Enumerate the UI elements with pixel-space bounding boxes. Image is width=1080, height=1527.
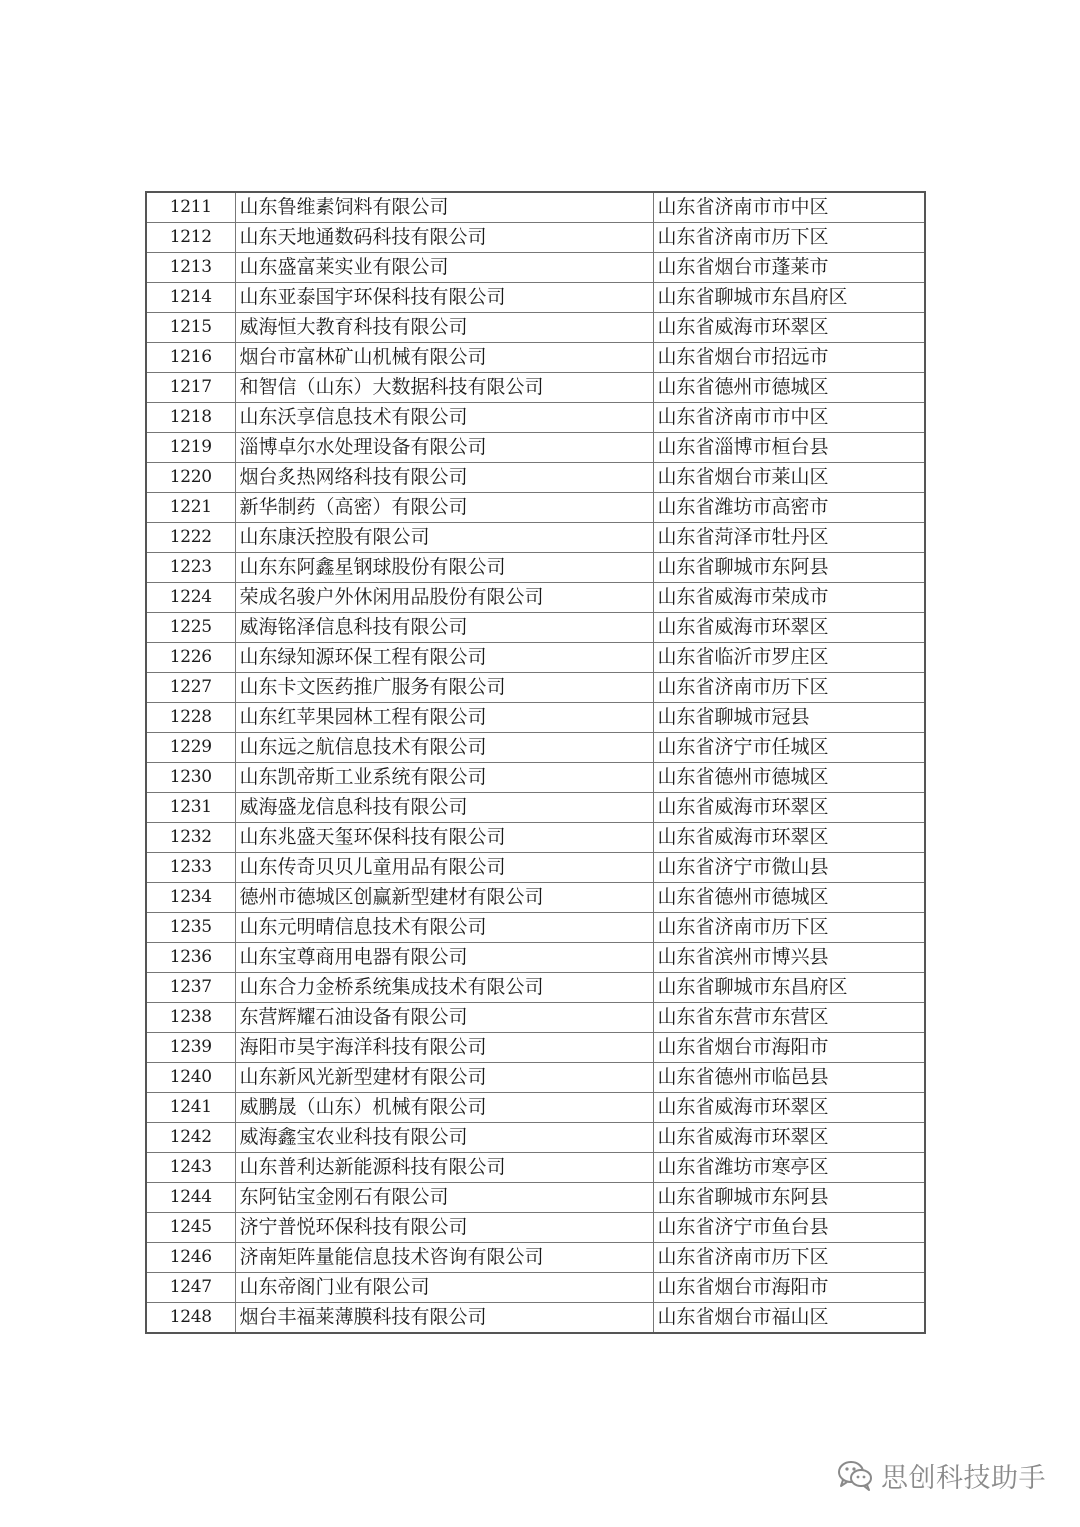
company-name-cell: 东营辉耀石油设备有限公司	[235, 1003, 653, 1033]
region-cell: 山东省济宁市任城区	[653, 733, 925, 763]
region-cell: 山东省济南市历下区	[653, 1243, 925, 1273]
table-row	[146, 192, 925, 223]
table-row	[146, 703, 925, 733]
table-row	[146, 1183, 925, 1213]
row-number-cell: 1235	[146, 913, 235, 943]
region-cell: 山东省德州市德城区	[653, 883, 925, 913]
region-cell: 山东省聊城市东阿县	[653, 1183, 925, 1213]
region-cell: 山东省济南市市中区	[653, 192, 925, 223]
region-cell: 山东省德州市德城区	[653, 763, 925, 793]
region-cell: 山东省威海市荣成市	[653, 583, 925, 613]
table-row	[146, 463, 925, 493]
region-cell: 山东省威海市环翠区	[653, 613, 925, 643]
region-cell: 山东省济宁市鱼台县	[653, 1213, 925, 1243]
table-row	[146, 223, 925, 253]
table-row	[146, 883, 925, 913]
company-name-cell: 海阳市昊宇海洋科技有限公司	[235, 1033, 653, 1063]
company-name-cell: 山东元明晴信息技术有限公司	[235, 913, 653, 943]
row-number-cell: 1238	[146, 1003, 235, 1033]
company-name-cell: 烟台市富林矿山机械有限公司	[235, 343, 653, 373]
company-name-cell: 烟台炙热网络科技有限公司	[235, 463, 653, 493]
row-number-cell: 1242	[146, 1123, 235, 1153]
region-cell: 山东省聊城市东昌府区	[653, 973, 925, 1003]
company-name-cell: 德州市德城区创赢新型建材有限公司	[235, 883, 653, 913]
table-row	[146, 253, 925, 283]
table-row	[146, 553, 925, 583]
watermark	[837, 1455, 1046, 1495]
region-cell: 山东省滨州市博兴县	[653, 943, 925, 973]
table-row	[146, 373, 925, 403]
region-cell: 山东省烟台市福山区	[653, 1303, 925, 1334]
row-number-cell: 1241	[146, 1093, 235, 1123]
table-row	[146, 1123, 925, 1153]
table-row	[146, 853, 925, 883]
row-number-cell: 1245	[146, 1213, 235, 1243]
region-cell: 山东省威海市环翠区	[653, 1123, 925, 1153]
row-number-cell: 1239	[146, 1033, 235, 1063]
table-row	[146, 973, 925, 1003]
row-number-cell: 1215	[146, 313, 235, 343]
company-name-cell: 和智信（山东）大数据科技有限公司	[235, 373, 653, 403]
company-name-cell: 东阿钻宝金刚石有限公司	[235, 1183, 653, 1213]
company-name-cell: 威海铭泽信息科技有限公司	[235, 613, 653, 643]
table-body	[146, 192, 925, 1333]
company-name-cell: 淄博卓尔水处理设备有限公司	[235, 433, 653, 463]
row-number-cell: 1230	[146, 763, 235, 793]
company-name-cell: 山东天地通数码科技有限公司	[235, 223, 653, 253]
table-row	[146, 313, 925, 343]
row-number-cell: 1220	[146, 463, 235, 493]
table-row	[146, 943, 925, 973]
table-row	[146, 403, 925, 433]
region-cell: 山东省威海市环翠区	[653, 1093, 925, 1123]
company-name-cell: 山东兆盛天玺环保科技有限公司	[235, 823, 653, 853]
row-number-cell: 1229	[146, 733, 235, 763]
region-cell: 山东省聊城市冠县	[653, 703, 925, 733]
table-row	[146, 1243, 925, 1273]
row-number-cell: 1217	[146, 373, 235, 403]
row-number-cell: 1231	[146, 793, 235, 823]
row-number-cell: 1219	[146, 433, 235, 463]
row-number-cell: 1244	[146, 1183, 235, 1213]
row-number-cell: 1218	[146, 403, 235, 433]
company-list-table	[145, 191, 926, 1334]
company-name-cell: 山东沃享信息技术有限公司	[235, 403, 653, 433]
company-name-cell: 山东传奇贝贝儿童用品有限公司	[235, 853, 653, 883]
row-number-cell: 1212	[146, 223, 235, 253]
row-number-cell: 1232	[146, 823, 235, 853]
region-cell: 山东省烟台市海阳市	[653, 1033, 925, 1063]
watermark-text: 思创科技助手	[881, 1462, 1046, 1494]
region-cell: 山东省德州市德城区	[653, 373, 925, 403]
row-number-cell: 1213	[146, 253, 235, 283]
region-cell: 山东省菏泽市牡丹区	[653, 523, 925, 553]
table-row	[146, 763, 925, 793]
table-row	[146, 1093, 925, 1123]
region-cell: 山东省潍坊市寒亭区	[653, 1153, 925, 1183]
row-number-cell: 1222	[146, 523, 235, 553]
table-row	[146, 1153, 925, 1183]
company-name-cell: 烟台丰福莱薄膜科技有限公司	[235, 1303, 653, 1334]
company-name-cell: 山东红苹果园林工程有限公司	[235, 703, 653, 733]
company-name-cell: 山东宝尊商用电器有限公司	[235, 943, 653, 973]
region-cell: 山东省临沂市罗庄区	[653, 643, 925, 673]
company-name-cell: 山东新风光新型建材有限公司	[235, 1063, 653, 1093]
region-cell: 山东省烟台市海阳市	[653, 1273, 925, 1303]
table-row	[146, 673, 925, 703]
company-name-cell: 山东合力金桥系统集成技术有限公司	[235, 973, 653, 1003]
row-number-cell: 1225	[146, 613, 235, 643]
table-row	[146, 1033, 925, 1063]
region-cell: 山东省烟台市蓬莱市	[653, 253, 925, 283]
row-number-cell: 1226	[146, 643, 235, 673]
company-name-cell: 济宁普悦环保科技有限公司	[235, 1213, 653, 1243]
company-name-cell: 山东普利达新能源科技有限公司	[235, 1153, 653, 1183]
table-row	[146, 583, 925, 613]
table-row	[146, 1213, 925, 1243]
region-cell: 山东省聊城市东昌府区	[653, 283, 925, 313]
table-row	[146, 433, 925, 463]
company-name-cell: 荣成名骏户外休闲用品股份有限公司	[235, 583, 653, 613]
row-number-cell: 1221	[146, 493, 235, 523]
region-cell: 山东省威海市环翠区	[653, 823, 925, 853]
row-number-cell: 1224	[146, 583, 235, 613]
company-name-cell: 山东凯帝斯工业系统有限公司	[235, 763, 653, 793]
region-cell: 山东省德州市临邑县	[653, 1063, 925, 1093]
table-row	[146, 643, 925, 673]
table-row	[146, 283, 925, 313]
region-cell: 山东省烟台市招远市	[653, 343, 925, 373]
table-row	[146, 493, 925, 523]
region-cell: 山东省聊城市东阿县	[653, 553, 925, 583]
row-number-cell: 1211	[146, 192, 235, 223]
region-cell: 山东省威海市环翠区	[653, 793, 925, 823]
row-number-cell: 1223	[146, 553, 235, 583]
table-row	[146, 343, 925, 373]
company-name-cell: 山东鲁维素饲料有限公司	[235, 192, 653, 223]
region-cell: 山东省淄博市桓台县	[653, 433, 925, 463]
table-row	[146, 1063, 925, 1093]
table-row	[146, 1303, 925, 1334]
region-cell: 山东省济宁市微山县	[653, 853, 925, 883]
row-number-cell: 1247	[146, 1273, 235, 1303]
company-name-cell: 济南矩阵量能信息技术咨询有限公司	[235, 1243, 653, 1273]
row-number-cell: 1233	[146, 853, 235, 883]
row-number-cell: 1243	[146, 1153, 235, 1183]
company-name-cell: 威鹏晟（山东）机械有限公司	[235, 1093, 653, 1123]
row-number-cell: 1246	[146, 1243, 235, 1273]
table-row	[146, 823, 925, 853]
table-row	[146, 1003, 925, 1033]
row-number-cell: 1236	[146, 943, 235, 973]
company-name-cell: 山东东阿鑫星钢球股份有限公司	[235, 553, 653, 583]
company-name-cell: 山东康沃控股有限公司	[235, 523, 653, 553]
region-cell: 山东省济南市历下区	[653, 223, 925, 253]
table-row	[146, 793, 925, 823]
table-row	[146, 523, 925, 553]
wechat-icon	[837, 1459, 873, 1491]
region-cell: 山东省济南市历下区	[653, 913, 925, 943]
table-row	[146, 613, 925, 643]
company-name-cell: 山东亚泰国宇环保科技有限公司	[235, 283, 653, 313]
row-number-cell: 1237	[146, 973, 235, 1003]
company-name-cell: 威海恒大教育科技有限公司	[235, 313, 653, 343]
row-number-cell: 1216	[146, 343, 235, 373]
region-cell: 山东省济南市历下区	[653, 673, 925, 703]
region-cell: 山东省济南市市中区	[653, 403, 925, 433]
company-name-cell: 山东绿知源环保工程有限公司	[235, 643, 653, 673]
row-number-cell: 1240	[146, 1063, 235, 1093]
company-name-cell: 新华制药（高密）有限公司	[235, 493, 653, 523]
region-cell: 山东省威海市环翠区	[653, 313, 925, 343]
region-cell: 山东省烟台市莱山区	[653, 463, 925, 493]
table-row	[146, 913, 925, 943]
row-number-cell: 1228	[146, 703, 235, 733]
row-number-cell: 1214	[146, 283, 235, 313]
table-row	[146, 733, 925, 763]
company-name-cell: 威海盛龙信息科技有限公司	[235, 793, 653, 823]
company-name-cell: 山东远之航信息技术有限公司	[235, 733, 653, 763]
row-number-cell: 1234	[146, 883, 235, 913]
company-name-cell: 威海鑫宝农业科技有限公司	[235, 1123, 653, 1153]
company-name-cell: 山东帝阁门业有限公司	[235, 1273, 653, 1303]
region-cell: 山东省潍坊市高密市	[653, 493, 925, 523]
company-name-cell: 山东盛富莱实业有限公司	[235, 253, 653, 283]
region-cell: 山东省东营市东营区	[653, 1003, 925, 1033]
row-number-cell: 1227	[146, 673, 235, 703]
company-name-cell: 山东卡文医药推广服务有限公司	[235, 673, 653, 703]
row-number-cell: 1248	[146, 1303, 235, 1334]
table-row	[146, 1273, 925, 1303]
